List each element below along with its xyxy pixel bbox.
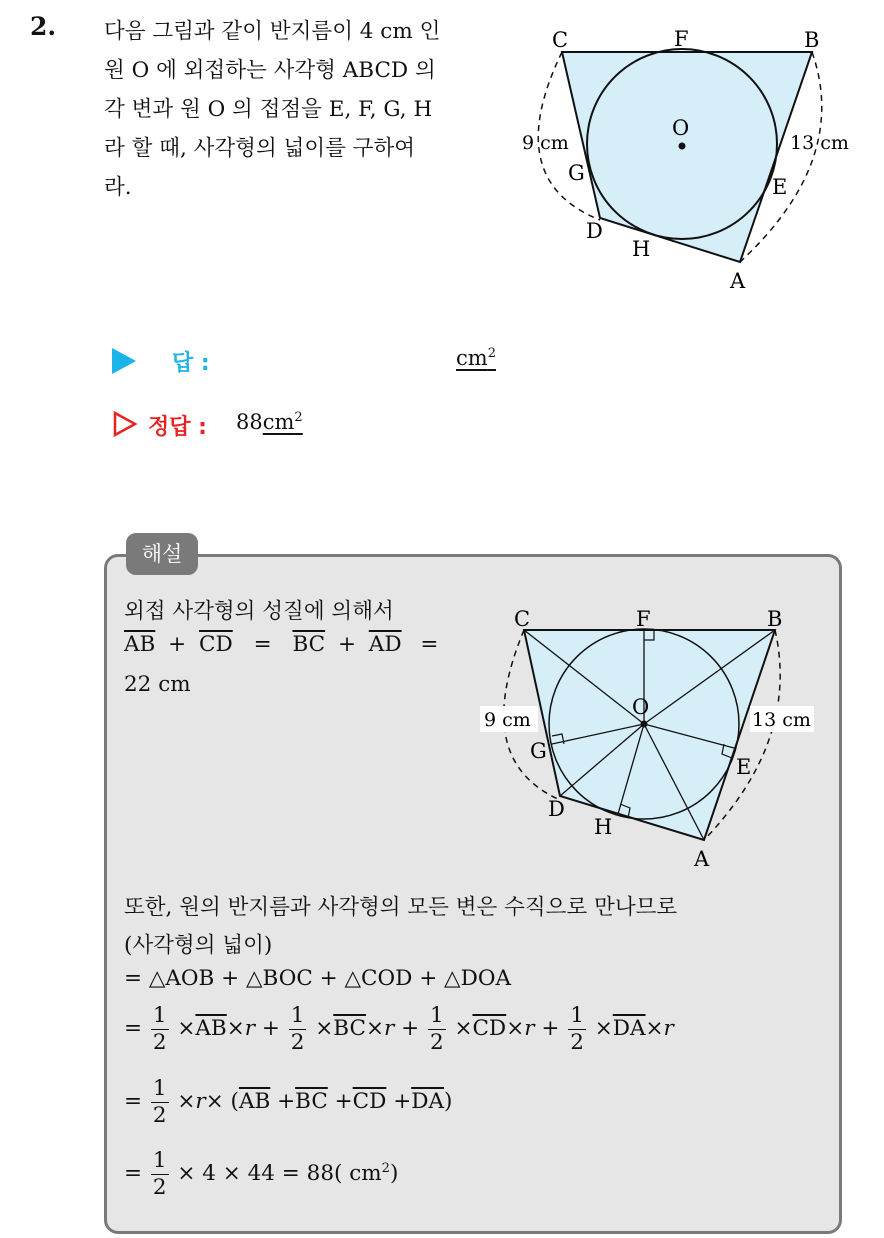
question-text <box>104 12 499 207</box>
solution-final-line: = $\frac{1}{2}$ × 4 × 44 = 88( $cm^2$) <box>124 1148 399 1200</box>
solution-also-line: 또한, 원의 반지름과 사각형의 모든 변은 수직으로 만나므로 <box>124 895 678 920</box>
label-right-length: 13 cm <box>790 132 849 154</box>
solution-figure <box>478 600 818 875</box>
fraction: $\frac{1}{2}$ <box>152 1076 167 1128</box>
solution-area-line: (사각형의 넓이) <box>124 933 273 958</box>
label-g: G <box>530 739 547 763</box>
center-dot <box>679 143 686 150</box>
label-a: A <box>694 847 710 871</box>
fraction: $\frac{1}{2}$ <box>570 1003 584 1055</box>
question-figure <box>515 20 855 300</box>
label-f: F <box>636 607 651 631</box>
label-c: C <box>552 28 569 52</box>
solution-tag: 해설 <box>126 533 198 575</box>
label-h: H <box>632 237 651 261</box>
question-line: 원 O 에 외접하는 사각형 ABCD 의 <box>104 58 436 83</box>
label-e: E <box>772 175 788 199</box>
question-number: 2. <box>30 12 57 41</box>
solution-fraction-sum-line: = $\frac{1}{2}$ $\times\overline{AB}\times r$ + $\frac{1}{2}$ $\times\overline{BC}\times r$ + $\frac{1}{2}$ $\times\overline{CD}\times r$ + $\frac{1}{2}$ $\times\overline{DA}\times r$ <box>124 1003 674 1055</box>
label-f: F <box>674 27 689 51</box>
answer-label: 답 : <box>172 351 210 376</box>
answer-unit: $cm^2$ <box>456 346 496 370</box>
label-e: E <box>736 755 752 779</box>
solution-triangles-line: = △AOB + △BOC + △COD + △DOA <box>124 966 511 991</box>
label-a: A <box>730 269 746 293</box>
outline-arrow-icon <box>112 410 138 438</box>
fraction: $\frac{1}{2}$ <box>429 1003 444 1055</box>
label-c: C <box>514 607 531 631</box>
label-o: O <box>632 695 650 719</box>
label-d: D <box>586 219 603 243</box>
correct-label: 정답 : <box>148 415 207 440</box>
label-g: G <box>568 161 585 185</box>
label-left-length: 9 cm <box>484 709 531 731</box>
label-o: O <box>672 116 690 140</box>
fraction: $\frac{1}{2}$ <box>290 1003 305 1055</box>
label-left-length: 9 cm <box>522 132 569 154</box>
play-arrow-icon <box>112 348 136 374</box>
fraction: $\frac{1}{2}$ <box>152 1148 167 1200</box>
question-line: 다음 그림과 같이 반지름이 4 cm 인 <box>104 19 441 44</box>
question-line: 각 변과 원 O 의 접점을 E, F, G, H <box>104 97 433 122</box>
solution-factored-line: = $\frac{1}{2}$ $\times r\times (\overline{AB} +\overline{BC} +\overline{CD} +\overline{DA})$ <box>124 1076 453 1128</box>
question-line: 라 할 때, 사각형의 넓이를 구하여 <box>104 136 416 161</box>
fraction: $\frac{1}{2}$ <box>152 1003 167 1055</box>
solution-intro: 외접 사각형의 성질에 의해서 <box>124 599 394 624</box>
solution-sum-result: 22 cm <box>124 672 191 697</box>
center-dot <box>641 721 648 728</box>
solution-sum-equation: $\overline{AB} + \overline{CD} = \overline{BC} + \overline{AD}$ = <box>124 632 439 657</box>
label-b: B <box>804 28 820 52</box>
label-b: B <box>767 607 783 631</box>
correct-value: $88cm^2$ <box>236 410 303 434</box>
label-d: D <box>548 797 565 821</box>
question-line: 라. <box>104 175 132 200</box>
label-h: H <box>594 815 613 839</box>
label-right-length: 13 cm <box>752 709 811 731</box>
